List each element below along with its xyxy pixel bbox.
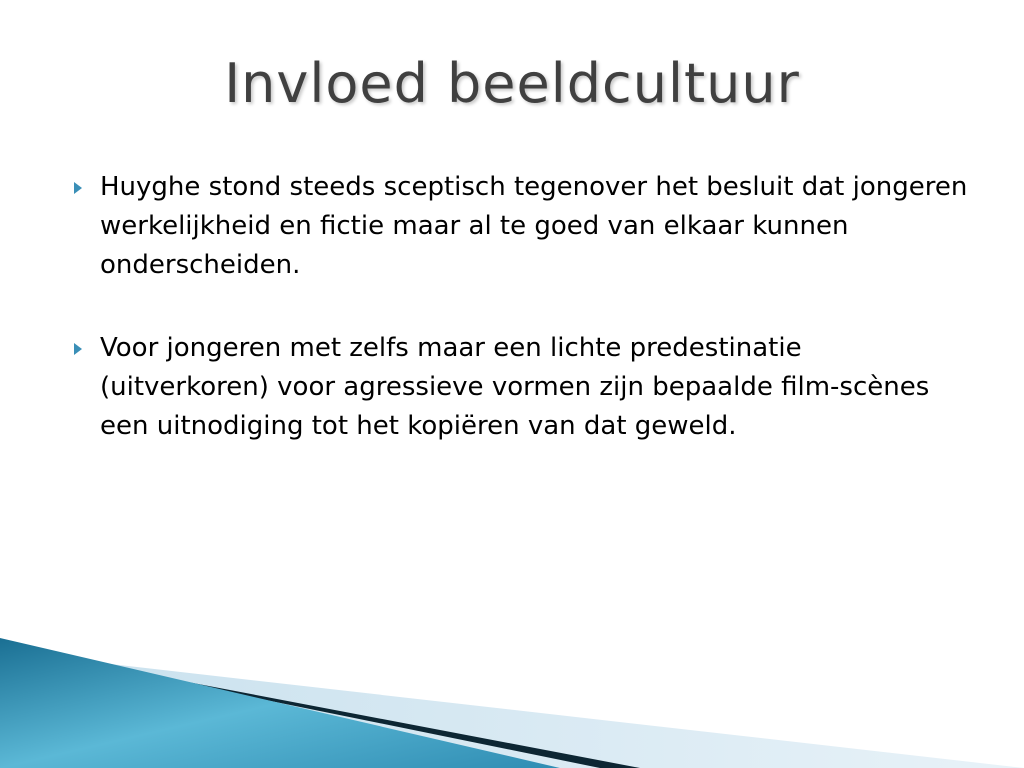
bullet-text: Voor jongeren met zelfs maar een lichte predestinatie (uitverkoren) voor agressieve vormen zijn bepaalde film-scènes een uitnodiging tot het kopiëren van dat geweld. [100,333,930,441]
slide-title: Invloed beeldcultuur [224,52,800,115]
bullet-list [72,168,972,490]
bullet-arrow-icon [74,343,82,355]
footer-blue-wedge [0,638,560,768]
bullet-arrow-icon [74,182,82,194]
footer-decoration [0,638,1024,768]
bullet-item [72,168,972,285]
bullet-item [72,329,972,446]
bullet-text: Huyghe stond steeds sceptisch tegenover het besluit dat jongeren werkelijkheid en fictie maar al te goed van elkaar kunnen onderscheiden. [100,172,968,280]
